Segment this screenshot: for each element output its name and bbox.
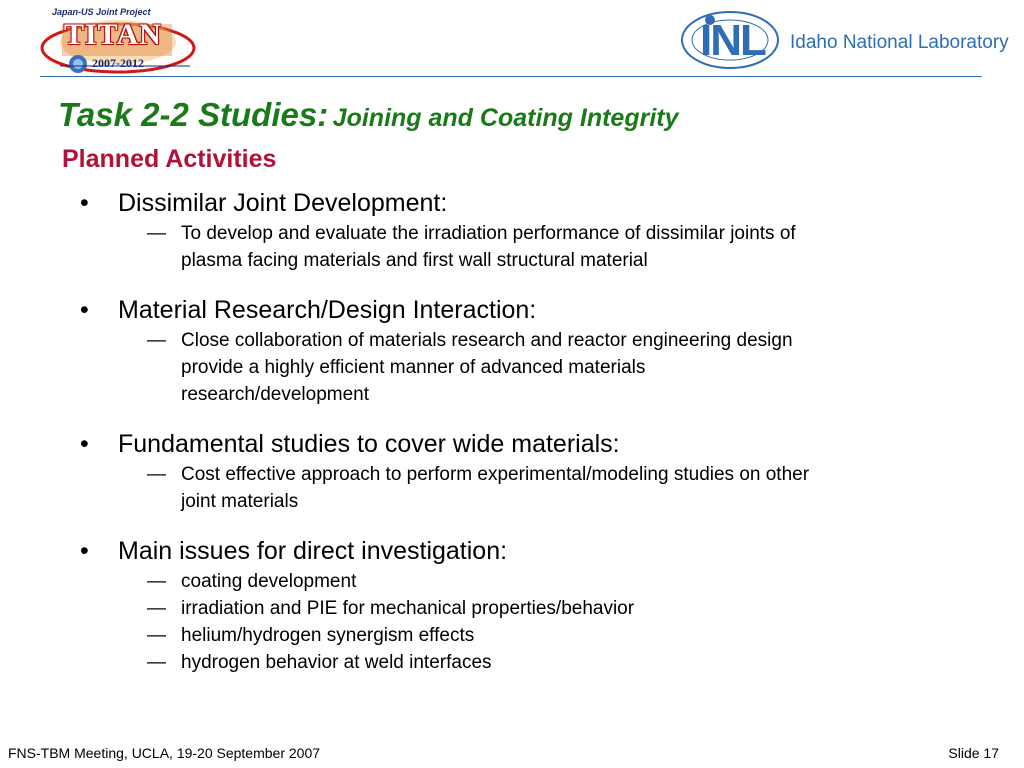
sub-item-text: irradiation and PIE for mechanical properties/behavior	[181, 598, 635, 619]
bullet-item	[80, 186, 960, 220]
bullet-dot-icon: •	[80, 430, 89, 458]
bullet-item	[80, 427, 960, 461]
sub-item-text: provide a highly efficient manner of advanced materials	[181, 357, 646, 378]
bullet-text: Main issues for direct investigation:	[118, 537, 508, 565]
inl-name: Idaho National Laboratory	[790, 32, 1009, 53]
bullet-text: Fundamental studies to cover wide materials:	[118, 430, 620, 458]
slide-title	[58, 96, 679, 134]
sub-item-continuation	[80, 354, 960, 381]
bullet-dot-icon: •	[80, 537, 89, 565]
titan-years: 2007-2012	[92, 56, 144, 70]
sub-item	[80, 622, 960, 649]
bullet-list	[80, 184, 960, 676]
bullet-dot-icon: •	[80, 296, 89, 324]
sub-item	[80, 327, 960, 354]
header-divider	[40, 76, 982, 77]
sub-item	[80, 595, 960, 622]
dash-icon: —	[147, 330, 166, 351]
sub-item-text: Close collaboration of materials research and reactor engineering design	[181, 330, 793, 351]
slide-subtitle: Planned Activities	[62, 145, 277, 173]
titan-caption: Japan-US Joint Project	[52, 7, 151, 17]
dash-icon: —	[147, 464, 166, 485]
sub-item-continuation	[80, 488, 960, 515]
sub-item	[80, 220, 960, 247]
dash-icon: —	[147, 652, 166, 673]
sub-item-text: Cost effective approach to perform experimental/modeling studies on other	[181, 464, 810, 485]
footer-meeting: FNS-TBM Meeting, UCLA, 19-20 September 2007	[8, 745, 321, 761]
slide-title-main: Task 2-2 Studies:	[58, 96, 329, 133]
bullet-text: Dissimilar Joint Development:	[118, 189, 448, 217]
bullet-item	[80, 534, 960, 568]
bullet-text: Material Research/Design Interaction:	[118, 296, 537, 324]
sub-item-text: plasma facing materials and first wall structural material	[181, 250, 648, 271]
dash-icon: —	[147, 598, 166, 619]
sub-item-continuation	[80, 247, 960, 274]
bullet-item	[80, 293, 960, 327]
titan-wordmark: TITAN	[64, 18, 162, 51]
dash-icon: —	[147, 223, 166, 244]
slide-title-sub: Joining and Coating Integrity	[332, 104, 679, 132]
sub-item	[80, 461, 960, 488]
inl-mark: INL	[700, 16, 765, 65]
bullet-dot-icon: •	[80, 189, 89, 217]
sub-item-text: research/development	[181, 384, 369, 405]
dash-icon: —	[147, 571, 166, 592]
sub-item	[80, 568, 960, 595]
sub-item-text: helium/hydrogen synergism effects	[181, 625, 475, 646]
sub-item-continuation	[80, 381, 960, 408]
sub-item-text: joint materials	[181, 491, 299, 512]
sub-item-text: To develop and evaluate the irradiation performance of dissimilar joints of	[181, 223, 796, 244]
sub-item	[80, 649, 960, 676]
dash-icon: —	[147, 625, 166, 646]
sub-item-text: hydrogen behavior at weld interfaces	[181, 652, 492, 673]
footer-slide-number: Slide 17	[948, 745, 999, 761]
sub-item-text: coating development	[181, 571, 357, 592]
